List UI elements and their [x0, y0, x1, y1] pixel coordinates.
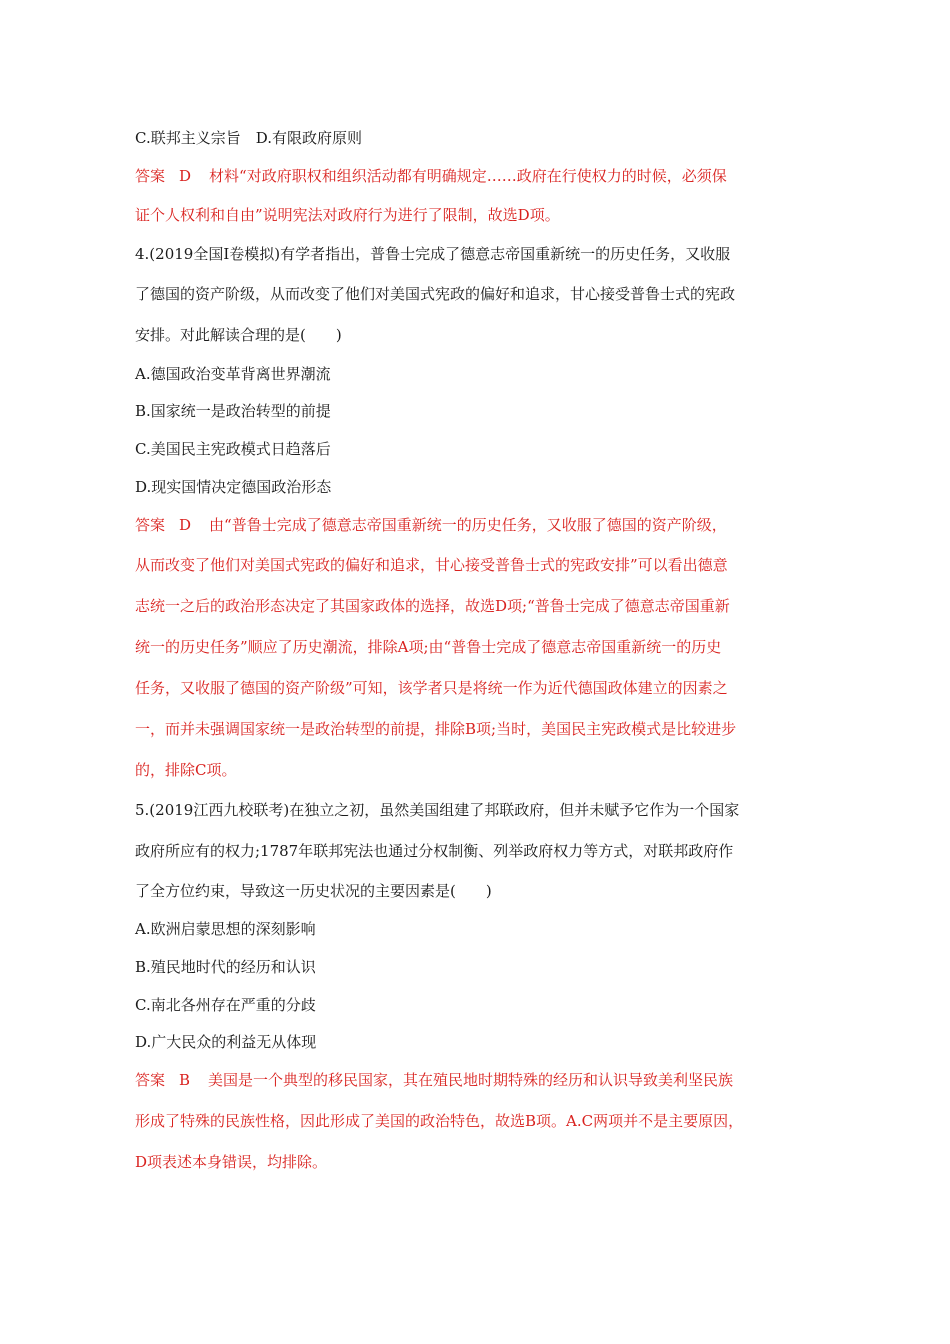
q4-option-b: B.国家统一是政治转型的前提 — [135, 402, 331, 420]
answer-key: D — [179, 167, 192, 185]
q5-stem-line-2: 政府所应有的权力;1787年联邦宪法也通过分权制衡、列举政府权力等方式，对联邦政府作 — [135, 842, 734, 860]
answer-key: B — [179, 1071, 191, 1089]
q3-options-cd: C.联邦主义宗旨 D.有限政府原则 — [135, 129, 362, 147]
q4-answer-line-3: 志统一之后的政治形态决定了其国家政体的选择，故选D项;“普鲁士完成了德意志帝国重新 — [135, 597, 730, 615]
q5-option-a: A.欧洲启蒙思想的深刻影响 — [135, 920, 316, 938]
answer-key: D — [179, 516, 192, 534]
q4-stem-line-3: 安排。对此解读合理的是( ) — [135, 326, 342, 344]
q5-answer-line-3: D项表述本身错误，均排除。 — [135, 1153, 328, 1171]
q4-answer-line-1 — [135, 515, 825, 535]
q3-answer-line-1 — [135, 166, 825, 186]
answer-label: 答案 — [135, 1071, 166, 1089]
q4-stem-line-1: 4.(2019全国Ⅰ卷模拟)有学者指出，普鲁士完成了德意志帝国重新统一的历史任务，又收服 — [135, 245, 731, 263]
q5-option-b: B.殖民地时代的经历和认识 — [135, 958, 316, 976]
answer-label: 答案 — [135, 516, 166, 534]
q4-option-d: D.现实国情决定德国政治形态 — [135, 478, 332, 496]
q5-answer-line-1 — [135, 1070, 825, 1090]
answer-text: 由“普鲁士完成了德意志帝国重新统一的历史任务，又收服了德国的资产阶级， — [209, 516, 727, 534]
answer-label: 答案 — [135, 167, 166, 185]
q4-answer-line-6: 一，而并未强调国家统一是政治转型的前提，排除B项;当时，美国民主宪政模式是比较进步 — [135, 720, 737, 738]
q4-option-a: A.德国政治变革背离世界潮流 — [135, 365, 331, 383]
q5-stem-line-1: 5.(2019江西九校联考)在独立之初，虽然美国组建了邦联政府，但并未赋予它作为一个国家 — [135, 801, 740, 819]
answer-text: 材料“对政府职权和组织活动都有明确规定……政府在行使权力的时候，必须保 — [209, 167, 727, 185]
q5-option-c: C.南北各州存在严重的分歧 — [135, 996, 316, 1014]
q4-answer-line-2: 从而改变了他们对美国式宪政的偏好和追求，甘心接受普鲁士式的宪政安排”可以看出德意 — [135, 556, 728, 574]
q5-option-d: D.广大民众的利益无从体现 — [135, 1033, 317, 1051]
q4-answer-line-7: 的，排除C项。 — [135, 761, 237, 779]
q5-answer-line-2: 形成了特殊的民族性格，因此形成了美国的政治特色，故选B项。A.C两项并不是主要原因， — [135, 1112, 744, 1130]
q5-stem-line-3: 了全方位约束，导致这一历史状况的主要因素是( ) — [135, 882, 492, 900]
q4-stem-line-2: 了德国的资产阶级，从而改变了他们对美国式宪政的偏好和追求，甘心接受普鲁士式的宪政 — [135, 285, 736, 303]
q4-answer-line-5: 任务，又收服了德国的资产阶级”可知，该学者只是将统一作为近代德国政体建立的因素之 — [135, 679, 728, 697]
q4-answer-line-4: 统一的历史任务”顺应了历史潮流，排除A项;由“普鲁士完成了德意志帝国重新统一的历史 — [135, 638, 722, 656]
q4-option-c: C.美国民主宪政模式日趋落后 — [135, 440, 331, 458]
q3-answer-line-2: 证个人权利和自由”说明宪法对政府行为进行了限制，故选D项。 — [135, 206, 560, 224]
answer-text: 美国是一个典型的移民国家，其在殖民地时期特殊的经历和认识导致美利坚民族 — [208, 1071, 734, 1089]
